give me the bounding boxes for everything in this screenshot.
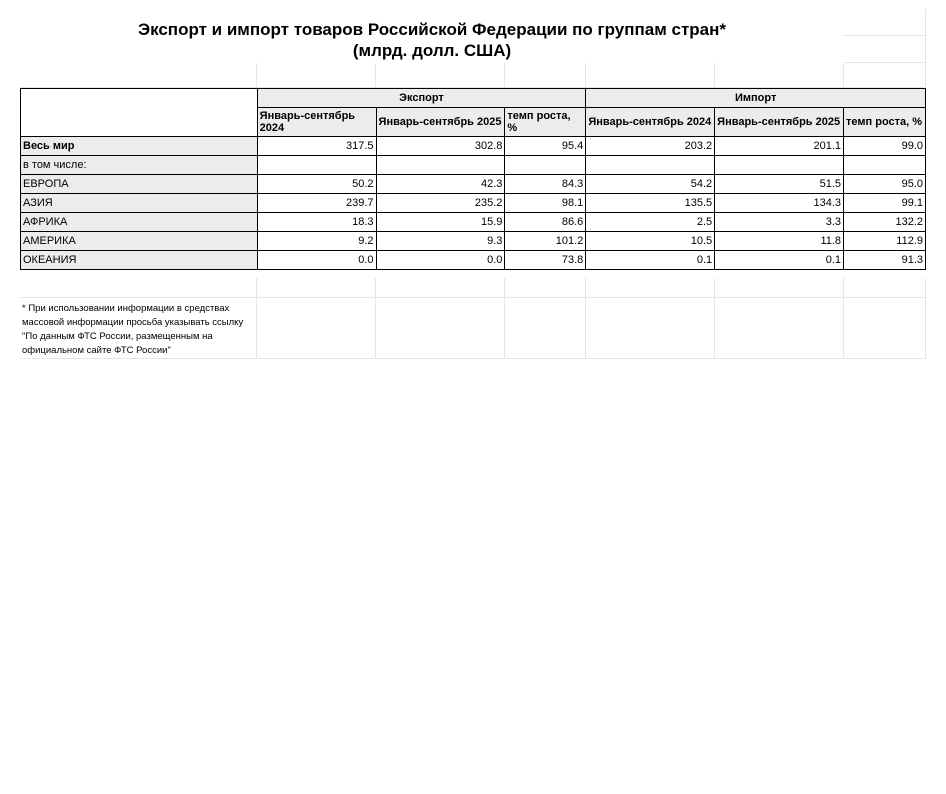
- table-row: [21, 137, 926, 156]
- grid-cell: [586, 298, 715, 359]
- table-cell: 112.9: [844, 232, 926, 251]
- table-cell: 84.3: [505, 175, 586, 194]
- footnote: * При использовании информации в средствах массовой информации просьба указывать ссылку "По данным ФТС России, размещенным на официальном сайте ФТС России": [22, 303, 244, 356]
- table-cell: 101.2: [505, 232, 586, 251]
- grid-cell: [20, 278, 257, 298]
- table-cell: 0.1: [586, 251, 715, 270]
- page-title: [20, 19, 844, 61]
- row-label: в том числе:: [21, 156, 258, 175]
- row-label: АФРИКА: [21, 213, 258, 232]
- table-cell: 134.3: [715, 194, 844, 213]
- table-cell: 99.1: [844, 194, 926, 213]
- table-cell: 0.0: [376, 251, 505, 270]
- table-cell: 95.4: [505, 137, 586, 156]
- table-cell: 201.1: [715, 137, 844, 156]
- grid-cell: [844, 298, 926, 359]
- grid-cell: [715, 63, 844, 88]
- table-cell: 42.3: [376, 175, 505, 194]
- table-cell: [844, 156, 926, 175]
- row-label: Весь мир: [21, 137, 258, 156]
- table-cell: 3.3: [715, 213, 844, 232]
- table-cell: 15.9: [376, 213, 505, 232]
- table-cell: 91.3: [844, 251, 926, 270]
- table-cell: 95.0: [844, 175, 926, 194]
- column-header: темп роста, %: [844, 108, 926, 137]
- column-header: Январь-сентябрь 2024: [257, 108, 376, 137]
- column-header: Январь-сентябрь 2025: [715, 108, 844, 137]
- table-cell: 235.2: [376, 194, 505, 213]
- table-cell: 99.0: [844, 137, 926, 156]
- grid-cell: [376, 298, 505, 359]
- table-row: [21, 232, 926, 251]
- table-row: [21, 251, 926, 270]
- table-row: [21, 194, 926, 213]
- grid-cell: [844, 278, 926, 298]
- grid-cell: [505, 63, 586, 88]
- table-cell: [715, 156, 844, 175]
- table-cell: 86.6: [505, 213, 586, 232]
- grid-cell: [844, 9, 926, 36]
- row-label: АМЕРИКА: [21, 232, 258, 251]
- group-header-import: Импорт: [586, 89, 926, 108]
- table-cell: [586, 156, 715, 175]
- grid-cell: [844, 63, 926, 88]
- grid-cell: [715, 278, 844, 298]
- row-label: ЕВРОПА: [21, 175, 258, 194]
- header-corner-cell: [21, 89, 258, 137]
- column-header: Январь-сентябрь 2024: [586, 108, 715, 137]
- table-row: [21, 213, 926, 232]
- grid-cell: [844, 36, 926, 63]
- table-cell: 51.5: [715, 175, 844, 194]
- table-cell: 54.2: [586, 175, 715, 194]
- group-header-export: Экспорт: [257, 89, 586, 108]
- table-cell: [376, 156, 505, 175]
- table-row: [21, 156, 926, 175]
- column-header: темп роста, %: [505, 108, 586, 137]
- table-cell: 11.8: [715, 232, 844, 251]
- table-cell: 135.5: [586, 194, 715, 213]
- table-cell: 18.3: [257, 213, 376, 232]
- table-cell: 0.1: [715, 251, 844, 270]
- table-cell: 0.0: [257, 251, 376, 270]
- column-header: Январь-сентябрь 2025: [376, 108, 505, 137]
- title-line-2: (млрд. долл. США): [352, 41, 512, 60]
- table-cell: 73.8: [505, 251, 586, 270]
- title-line-1: Экспорт и импорт товаров Российской Федерации по группам стран*: [137, 20, 727, 39]
- table-cell: 10.5: [586, 232, 715, 251]
- table-cell: [505, 156, 586, 175]
- table-cell: 50.2: [257, 175, 376, 194]
- table-cell: 2.5: [586, 213, 715, 232]
- grid-cell: [257, 298, 376, 359]
- table-cell: 302.8: [376, 137, 505, 156]
- table-cell: 239.7: [257, 194, 376, 213]
- grid-cell: [586, 278, 715, 298]
- grid-cell: [376, 278, 505, 298]
- grid-cell: [257, 63, 376, 88]
- grid-cell: [505, 278, 586, 298]
- grid-cell: [20, 63, 257, 88]
- row-label: АЗИЯ: [21, 194, 258, 213]
- table-cell: 9.2: [257, 232, 376, 251]
- table-row: [21, 175, 926, 194]
- grid-cell: [257, 278, 376, 298]
- trade-table: [20, 88, 926, 270]
- grid-cell: [715, 298, 844, 359]
- table-cell: 203.2: [586, 137, 715, 156]
- row-label: ОКЕАНИЯ: [21, 251, 258, 270]
- table-cell: 98.1: [505, 194, 586, 213]
- table-cell: [257, 156, 376, 175]
- table-cell: 132.2: [844, 213, 926, 232]
- grid-cell: [586, 63, 715, 88]
- table-cell: 9.3: [376, 232, 505, 251]
- table-cell: 317.5: [257, 137, 376, 156]
- grid-cell: [376, 63, 505, 88]
- grid-cell: [505, 298, 586, 359]
